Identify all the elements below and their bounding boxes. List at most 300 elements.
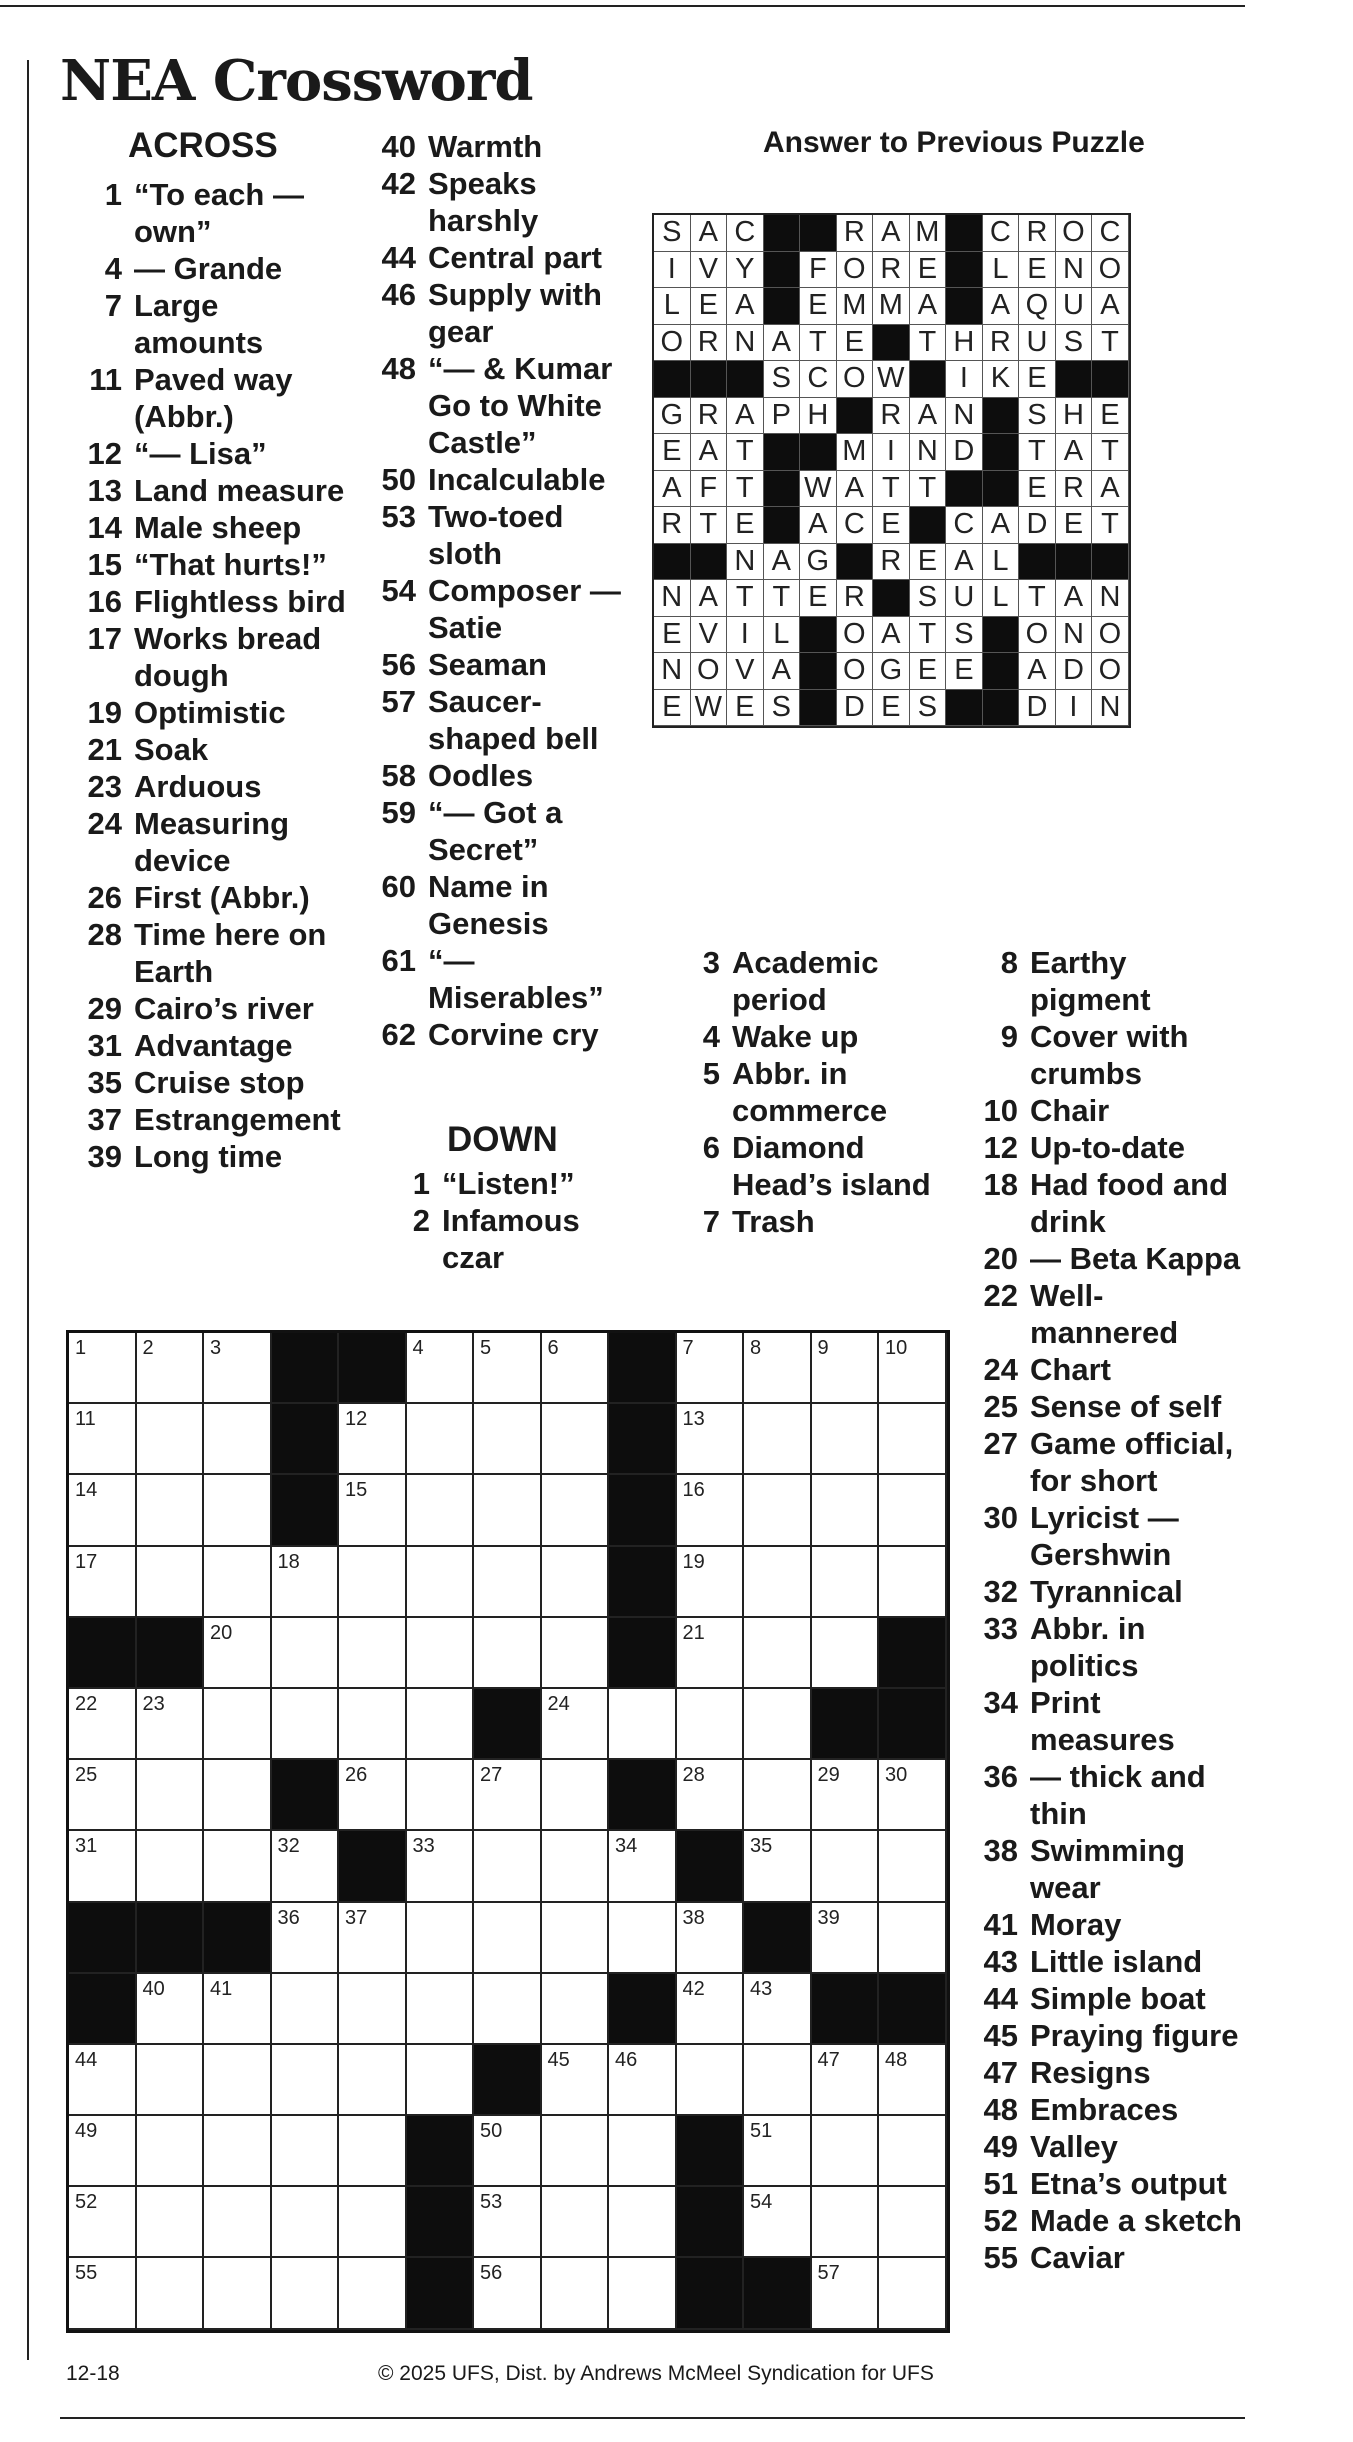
down-clue (664, 1203, 954, 1240)
black-square (609, 1333, 677, 1404)
answer-cell: R (691, 398, 728, 435)
grid-cell[interactable] (542, 1831, 610, 1902)
grid-cell[interactable] (677, 1903, 745, 1974)
grid-cell[interactable] (744, 1475, 812, 1546)
grid-cell[interactable] (744, 1831, 812, 1902)
grid-cell[interactable] (69, 1760, 137, 1831)
grid-cell[interactable] (879, 1903, 947, 1974)
grid-cell[interactable] (609, 1903, 677, 1974)
clue-number: 10 (983, 1093, 1018, 1128)
grid-cell[interactable] (204, 2045, 272, 2116)
grid-cell[interactable] (474, 2258, 542, 2329)
grid-cell[interactable] (69, 1831, 137, 1902)
grid-cell[interactable] (407, 1404, 475, 1475)
grid-cell[interactable] (609, 2116, 677, 2187)
grid-cell[interactable] (879, 1760, 947, 1831)
clue-number: 33 (983, 1611, 1018, 1646)
clue-number: 56 (381, 647, 416, 682)
grid-cell[interactable] (407, 1689, 475, 1760)
cell-number: 23 (142, 1692, 165, 1715)
answer-cell: W (691, 690, 728, 727)
answer-black-square (946, 690, 983, 727)
grid-cell[interactable] (272, 1618, 340, 1689)
clue-text: Advantage (134, 1028, 293, 1063)
answer-cell: H (800, 398, 837, 435)
answer-cell: O (654, 325, 691, 362)
grid-cell[interactable] (137, 2258, 205, 2329)
grid-cell[interactable] (272, 2258, 340, 2329)
grid-cell[interactable] (744, 1547, 812, 1618)
grid-cell[interactable] (744, 1760, 812, 1831)
clue-number: 14 (87, 510, 122, 545)
answer-cell: G (800, 544, 837, 581)
down-clue (962, 2239, 1242, 2276)
grid-cell[interactable] (542, 1475, 610, 1546)
grid-cell[interactable] (609, 2045, 677, 2116)
across-clue (66, 250, 356, 287)
answer-cell: C (800, 361, 837, 398)
cell-number: 47 (817, 2048, 840, 2071)
clue-text: “— & Kumar Go to White Castle” (428, 351, 613, 460)
footer-date: 12-18 (66, 2362, 120, 2385)
answer-cell: K (983, 361, 1020, 398)
grid-cell[interactable] (474, 2116, 542, 2187)
down-clue (962, 2128, 1242, 2165)
black-square (272, 1404, 340, 1475)
grid-cell[interactable] (744, 1333, 812, 1404)
answer-cell: L (983, 580, 1020, 617)
grid-cell[interactable] (812, 2258, 880, 2329)
grid-cell[interactable] (272, 1689, 340, 1760)
grid-cell[interactable] (407, 1547, 475, 1618)
grid-cell[interactable] (677, 1618, 745, 1689)
cell-number: 44 (75, 2048, 98, 2071)
clue-number: 52 (983, 2203, 1018, 2238)
grid-cell[interactable] (542, 2258, 610, 2329)
answer-cell: A (1019, 653, 1056, 690)
grid-cell[interactable] (407, 1475, 475, 1546)
answer-cell: N (654, 653, 691, 690)
answer-cell: H (946, 325, 983, 362)
grid-cell[interactable] (339, 1547, 407, 1618)
answer-black-square (910, 507, 947, 544)
grid-cell[interactable] (744, 1974, 812, 2045)
grid-cell[interactable] (69, 2258, 137, 2329)
down-clue (962, 944, 1242, 1018)
grid-cell[interactable] (204, 2258, 272, 2329)
grid-cell[interactable] (204, 1689, 272, 1760)
grid-cell[interactable] (137, 2187, 205, 2258)
black-square (69, 1974, 137, 2045)
grid-cell[interactable] (812, 1333, 880, 1404)
grid-cell[interactable] (272, 2116, 340, 2187)
grid-cell[interactable] (137, 1831, 205, 1902)
grid-cell[interactable] (137, 1333, 205, 1404)
answer-cell: E (654, 617, 691, 654)
answer-cell: T (910, 325, 947, 362)
answer-cell: N (946, 398, 983, 435)
grid-cell[interactable] (879, 2258, 947, 2329)
black-square (137, 1903, 205, 1974)
grid-cell[interactable] (204, 1333, 272, 1404)
clue-text: Land measure (134, 473, 345, 508)
grid-cell[interactable] (407, 1618, 475, 1689)
clue-text: First (Abbr.) (134, 880, 310, 915)
clue-text: Corvine cry (428, 1017, 599, 1052)
grid-cell[interactable] (272, 1974, 340, 2045)
answer-cell: D (946, 434, 983, 471)
answer-cell: A (946, 544, 983, 581)
down-clue (962, 1573, 1242, 1610)
grid-cell[interactable] (609, 1689, 677, 1760)
grid-cell[interactable] (744, 2045, 812, 2116)
grid-cell[interactable] (69, 2187, 137, 2258)
grid-cell[interactable] (272, 1903, 340, 1974)
across-clues-column-2 (360, 128, 630, 1053)
cell-number: 29 (817, 1764, 840, 1787)
grid-cell[interactable] (542, 2116, 610, 2187)
grid-cell[interactable] (474, 1547, 542, 1618)
grid-cell[interactable] (812, 1903, 880, 1974)
clue-text: “— Miserables” (428, 943, 604, 1015)
grid-cell[interactable] (204, 2187, 272, 2258)
down-clue (962, 2091, 1242, 2128)
clue-number: 32 (983, 1574, 1018, 1609)
grid-cell[interactable] (812, 1760, 880, 1831)
grid-cell[interactable] (812, 1618, 880, 1689)
answer-black-square (837, 398, 874, 435)
clue-number: 1 (412, 1166, 430, 1201)
grid-cell[interactable] (69, 2045, 137, 2116)
clue-text: Sense of self (1030, 1389, 1222, 1424)
clue-text: Game official, for short (1030, 1426, 1234, 1498)
grid-cell[interactable] (542, 1618, 610, 1689)
cell-number: 27 (480, 1764, 503, 1787)
answer-black-square (1056, 361, 1093, 398)
grid-cell[interactable] (744, 2187, 812, 2258)
black-square (879, 1689, 947, 1760)
grid-cell[interactable] (879, 1831, 947, 1902)
answer-cell: R (654, 507, 691, 544)
grid-cell[interactable] (609, 1831, 677, 1902)
grid-cell[interactable] (744, 2116, 812, 2187)
answer-cell: I (727, 617, 764, 654)
grid-cell[interactable] (812, 1475, 880, 1546)
grid-cell[interactable] (542, 2187, 610, 2258)
grid-cell[interactable] (137, 1689, 205, 1760)
answer-cell: U (1056, 288, 1093, 325)
cell-number: 55 (75, 2262, 98, 2285)
grid-cell[interactable] (542, 1974, 610, 2045)
grid-cell[interactable] (677, 1974, 745, 2045)
grid-cell[interactable] (204, 1760, 272, 1831)
clue-number: 2 (412, 1203, 430, 1238)
answer-cell: E (946, 653, 983, 690)
black-square (69, 1618, 137, 1689)
clue-number: 13 (87, 473, 122, 508)
answer-cell: R (837, 215, 874, 252)
clue-number: 44 (381, 240, 416, 275)
grid-cell[interactable] (407, 1903, 475, 1974)
clue-text: Supply with gear (428, 277, 602, 349)
grid-cell[interactable] (812, 2045, 880, 2116)
cell-number: 14 (75, 1479, 98, 1502)
clue-text: Estrangement (134, 1102, 341, 1137)
grid-cell[interactable] (879, 2187, 947, 2258)
clue-text: Etna’s output (1030, 2166, 1227, 2201)
answer-cell: T (691, 507, 728, 544)
grid-cell[interactable] (137, 2116, 205, 2187)
grid-cell[interactable] (744, 1689, 812, 1760)
grid-cell[interactable] (879, 1404, 947, 1475)
answer-cell: O (837, 653, 874, 690)
grid-cell[interactable] (474, 1903, 542, 1974)
grid-cell[interactable] (542, 1547, 610, 1618)
grid-cell[interactable] (339, 2116, 407, 2187)
clue-text: Simple boat (1030, 1981, 1206, 2016)
grid-cell[interactable] (137, 1475, 205, 1546)
cell-number: 28 (682, 1764, 705, 1787)
grid-cell[interactable] (69, 1333, 137, 1404)
grid-cell[interactable] (204, 1831, 272, 1902)
grid-cell[interactable] (879, 1547, 947, 1618)
grid-cell[interactable] (137, 1974, 205, 2045)
grid-cell[interactable] (474, 1974, 542, 2045)
grid-cell[interactable] (812, 2187, 880, 2258)
grid-cell[interactable] (474, 1618, 542, 1689)
grid-cell[interactable] (609, 2258, 677, 2329)
grid-cell[interactable] (339, 1618, 407, 1689)
across-clue (66, 768, 356, 805)
answer-cell: E (1019, 361, 1056, 398)
down-clue (962, 1832, 1242, 1906)
across-clue (360, 128, 630, 165)
answer-black-square (764, 507, 801, 544)
clue-number: 53 (381, 499, 416, 534)
grid-cell[interactable] (204, 2116, 272, 2187)
grid-cell[interactable] (69, 1475, 137, 1546)
clue-text: Large amounts (134, 288, 264, 360)
grid-cell[interactable] (677, 1333, 745, 1404)
across-clue (66, 916, 356, 990)
grid-cell[interactable] (272, 1831, 340, 1902)
grid-cell[interactable] (407, 1974, 475, 2045)
answer-cell: F (800, 252, 837, 289)
down-clue (962, 1277, 1242, 1351)
cell-number: 32 (277, 1835, 300, 1858)
across-clue (360, 757, 630, 794)
clue-number: 43 (983, 1944, 1018, 1979)
grid-cell[interactable] (407, 1831, 475, 1902)
cell-number: 12 (345, 1408, 368, 1431)
grid-cell[interactable] (339, 1903, 407, 1974)
answer-cell: N (1056, 617, 1093, 654)
grid-cell[interactable] (542, 1760, 610, 1831)
grid-cell[interactable] (204, 1547, 272, 1618)
grid-cell[interactable] (474, 1404, 542, 1475)
clue-text: Print measures (1030, 1685, 1175, 1757)
grid-cell[interactable] (542, 1333, 610, 1404)
grid-cell[interactable] (879, 1333, 947, 1404)
grid-cell[interactable] (879, 2045, 947, 2116)
answer-black-square (800, 215, 837, 252)
cell-number: 31 (75, 1835, 98, 1858)
black-square (677, 2187, 745, 2258)
grid-cell[interactable] (474, 2187, 542, 2258)
answer-cell: S (764, 361, 801, 398)
cell-number: 46 (615, 2048, 638, 2071)
answer-cell: A (983, 507, 1020, 544)
across-clue (360, 276, 630, 350)
grid-cell[interactable] (137, 2045, 205, 2116)
grid-cell[interactable] (204, 1475, 272, 1546)
answer-cell: C (983, 215, 1020, 252)
grid-cell[interactable] (744, 1404, 812, 1475)
clue-number: 35 (87, 1065, 122, 1100)
answer-cell: M (837, 288, 874, 325)
grid-cell[interactable] (474, 1831, 542, 1902)
top-rule (0, 5, 1245, 7)
clue-text: Abbr. in commerce (732, 1056, 888, 1128)
grid-cell[interactable] (137, 1547, 205, 1618)
grid-cell[interactable] (744, 1618, 812, 1689)
grid-cell[interactable] (272, 2045, 340, 2116)
grid-cell[interactable] (879, 2116, 947, 2187)
answer-black-square (764, 288, 801, 325)
clue-number: 48 (983, 2092, 1018, 2127)
bottom-rule (60, 2417, 1245, 2419)
answer-cell: A (764, 544, 801, 581)
answer-cell: E (910, 653, 947, 690)
clue-number: 6 (702, 1130, 720, 1165)
clue-number: 39 (87, 1139, 122, 1174)
black-square (677, 2116, 745, 2187)
grid-cell[interactable] (812, 1831, 880, 1902)
grid-cell[interactable] (204, 1974, 272, 2045)
grid-cell[interactable] (812, 2116, 880, 2187)
grid-cell[interactable] (542, 1404, 610, 1475)
answer-cell: R (691, 325, 728, 362)
answer-cell: C (727, 215, 764, 252)
grid-cell[interactable] (204, 1404, 272, 1475)
grid-cell[interactable] (204, 1618, 272, 1689)
grid-cell[interactable] (677, 1689, 745, 1760)
grid-cell[interactable] (339, 2258, 407, 2329)
answer-cell: A (764, 653, 801, 690)
grid-cell[interactable] (407, 1333, 475, 1404)
answer-cell: N (1092, 580, 1129, 617)
answer-black-square (983, 398, 1020, 435)
across-clue (360, 165, 630, 239)
answer-cell: Y (727, 252, 764, 289)
across-clue (66, 435, 356, 472)
grid-cell[interactable] (69, 1404, 137, 1475)
grid-cell[interactable] (677, 1475, 745, 1546)
grid-cell[interactable] (677, 1404, 745, 1475)
answer-cell: A (727, 288, 764, 325)
answer-cell: E (1056, 507, 1093, 544)
grid-cell[interactable] (609, 2187, 677, 2258)
cell-number: 40 (142, 1977, 165, 2000)
grid-cell[interactable] (879, 1475, 947, 1546)
down-clue (962, 1388, 1242, 1425)
grid-cell[interactable] (677, 1547, 745, 1618)
grid-cell[interactable] (69, 1689, 137, 1760)
answer-black-square (983, 653, 1020, 690)
grid-cell[interactable] (812, 1404, 880, 1475)
clue-text: Time here on Earth (134, 917, 327, 989)
clue-text: Academic period (732, 945, 879, 1017)
grid-cell[interactable] (542, 2045, 610, 2116)
answer-cell: S (946, 617, 983, 654)
black-square (272, 1333, 340, 1404)
grid-cell[interactable] (339, 2187, 407, 2258)
down-clues-column-1 (374, 1165, 634, 1276)
grid-cell[interactable] (812, 1547, 880, 1618)
grid-cell[interactable] (677, 1760, 745, 1831)
black-square (609, 1475, 677, 1546)
clue-text: Swimming wear (1030, 1833, 1186, 1905)
cell-number: 49 (75, 2120, 98, 2143)
answer-cell: T (727, 434, 764, 471)
answer-cell: O (837, 617, 874, 654)
grid-cell[interactable] (272, 1547, 340, 1618)
across-clue (66, 1101, 356, 1138)
answer-black-square (946, 215, 983, 252)
clue-number: 1 (104, 177, 122, 212)
cell-number: 48 (885, 2048, 908, 2071)
answer-black-square (764, 471, 801, 508)
answer-cell: N (1056, 252, 1093, 289)
grid-cell[interactable] (339, 1689, 407, 1760)
grid-cell[interactable] (272, 2187, 340, 2258)
grid-cell[interactable] (474, 1475, 542, 1546)
grid-cell[interactable] (542, 1903, 610, 1974)
answer-cell: N (1092, 690, 1129, 727)
grid-cell[interactable] (69, 2116, 137, 2187)
grid-cell[interactable] (69, 1547, 137, 1618)
grid-cell[interactable] (339, 1974, 407, 2045)
grid-cell[interactable] (137, 1760, 205, 1831)
answer-cell: D (1019, 690, 1056, 727)
grid-cell[interactable] (474, 1760, 542, 1831)
clue-number: 46 (381, 277, 416, 312)
down-clue (962, 1906, 1242, 1943)
answer-cell: A (691, 215, 728, 252)
cell-number: 34 (615, 1835, 638, 1858)
clue-number: 57 (381, 684, 416, 719)
cell-number: 38 (682, 1906, 705, 1929)
grid-cell[interactable] (677, 2045, 745, 2116)
grid-cell[interactable] (339, 1404, 407, 1475)
answer-black-square (873, 580, 910, 617)
grid-cell[interactable] (339, 1475, 407, 1546)
grid-cell[interactable] (339, 1760, 407, 1831)
cell-number: 8 (750, 1337, 762, 1359)
grid-cell[interactable] (407, 1760, 475, 1831)
clue-number: 34 (983, 1685, 1018, 1720)
grid-cell[interactable] (542, 1689, 610, 1760)
grid-cell[interactable] (339, 2045, 407, 2116)
answer-cell: E (873, 507, 910, 544)
grid-cell[interactable] (474, 1333, 542, 1404)
cell-number: 33 (412, 1835, 435, 1858)
down-clue (962, 1943, 1242, 1980)
grid-cell[interactable] (137, 1404, 205, 1475)
clue-number: 12 (87, 436, 122, 471)
grid-cell[interactable] (407, 2045, 475, 2116)
cell-number: 4 (412, 1337, 424, 1359)
